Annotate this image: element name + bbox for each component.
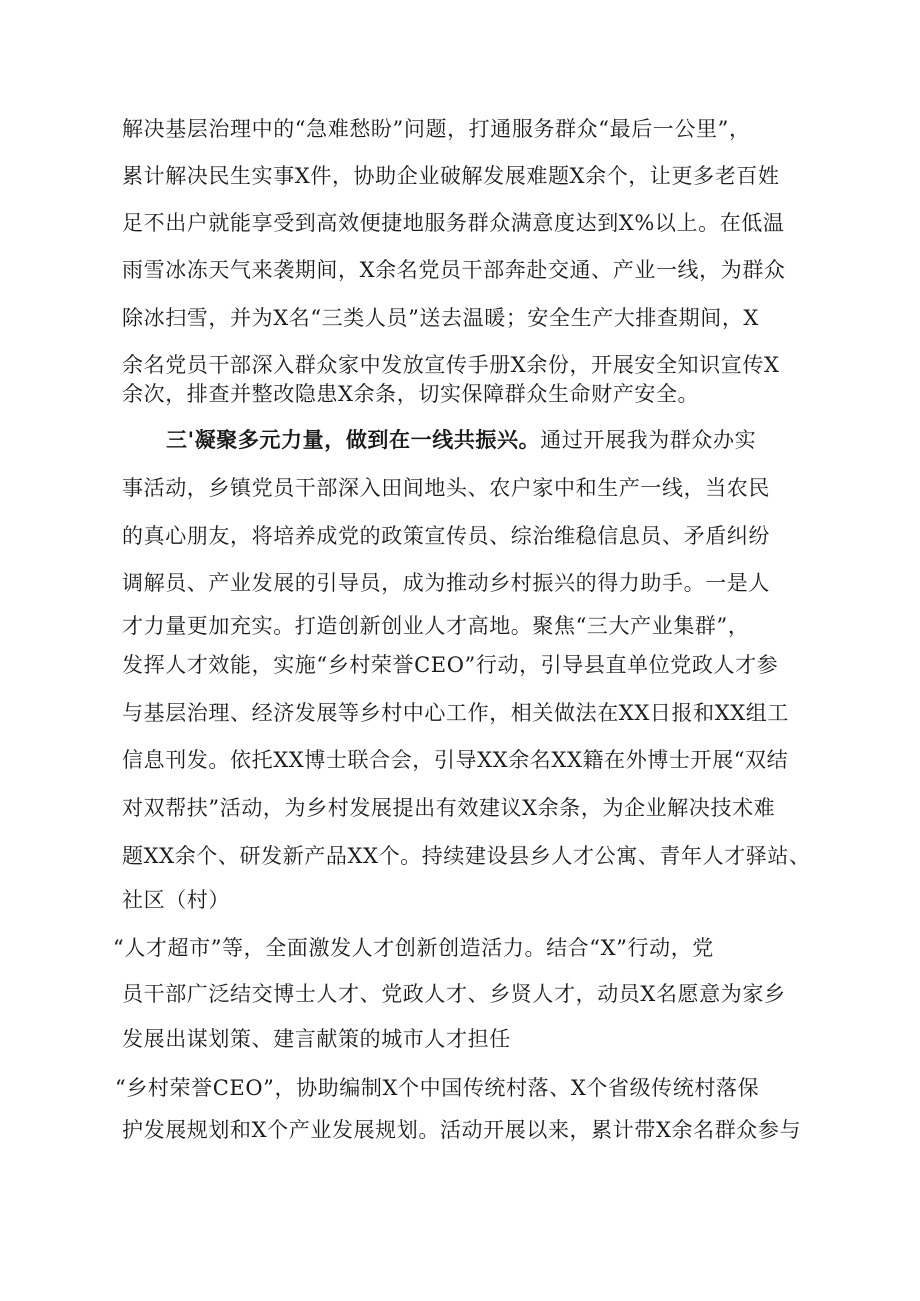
paragraph-3-line-2: 员干部广泛结交博士人才、党政人才、乡贤人才，动员X名愿意为家乡 [122,982,786,1006]
paragraph-1-line-3: 足不出户就能享受到高效便捷地服务群众满意度达到X%以上。在低温 [122,211,785,235]
paragraph-2-line-2: 的真心朋友，将培养成党的政策宣传员、综治维稳信息员、矛盾纠纷 [122,524,770,548]
paragraph-2-line-6: 与基层治理、经济发展等乡村中心工作，相关做法在XX日报和XX组工 [122,701,789,725]
paragraph-2-line-9: 题XX余个、研发新产品XX个。持续建设县乡人才公寓、青年人才驿站、 [122,844,811,868]
paragraph-2-line-4: 才力量更加充实。打造创新创业人才高地。聚焦“三大产业集群”， [122,614,750,638]
paragraph-1-line-7: 余次，排查并整改隐患X余条，切实保障群众生命财产安全。 [122,382,700,406]
paragraph-2-line-7: 信息刊发。依托XX博士联合会，引导XX余名XX籍在外博士开展“双结 [122,748,789,772]
section-3-heading: 三'凝聚多元力量，做到在一线共振兴。 [166,427,541,452]
paragraph-3-line-3: 发展出谋划策、建言献策的城市人才担任 [122,1027,511,1051]
paragraph-2-line-1: 事活动，乡镇党员干部深入田间地头、农户家中和生产一线，当农民 [122,476,770,500]
paragraph-3-line-1: “人才超市”等，全面激发人才创新创造活力。结合“X”行动，党 [113,936,714,960]
paragraph-1-line-6: 余名党员干部深入群众家中发放宣传手册X余份，开展安全知识宣传X [122,353,780,377]
paragraph-1-line-5: 除冰扫雪，并为X名“三类人员”送去温暖；安全生产大排查期间，X [122,306,759,330]
paragraph-1-line-2: 累计解决民生实事X件，协助企业破解发展难题X余个，让更多老百姓 [122,164,780,188]
section-3-first-line [0,420,920,460]
paragraph-1-line-1: 解决基层治理中的“急难愁盼”问题，打通服务群众“最后一公里”， [122,117,751,141]
paragraph-2-line-10: 社区（村） [122,888,230,912]
paragraph-1-line-4: 雨雪冰冻天气来袭期间，X余名党员干部奔赴交通、产业一线，为群众 [122,258,786,282]
paragraph-2-line-5: 发挥人才效能，实施“乡村荣誉CEO”行动，引导县直单位党政人才参 [122,653,779,677]
paragraph-4-line-1: “乡村荣誉CEO”，协助编制X个中国传统村落、X个省级传统村落保 [115,1076,760,1100]
paragraph-2-line-3: 调解员、产业发展的引导员，成为推动乡村振兴的得力助手。一是人 [122,571,770,595]
section-3-first-line-rest: 通过开展我为群众办实 [540,428,757,452]
paragraph-2-line-8: 对双帮扶”活动，为乡村发展提出有效建议X余条，为企业解决技术难 [122,796,776,820]
paragraph-4-line-2: 护发展规划和X个产业发展规划。活动开展以来，累计带X余名群众参与 [122,1118,802,1142]
